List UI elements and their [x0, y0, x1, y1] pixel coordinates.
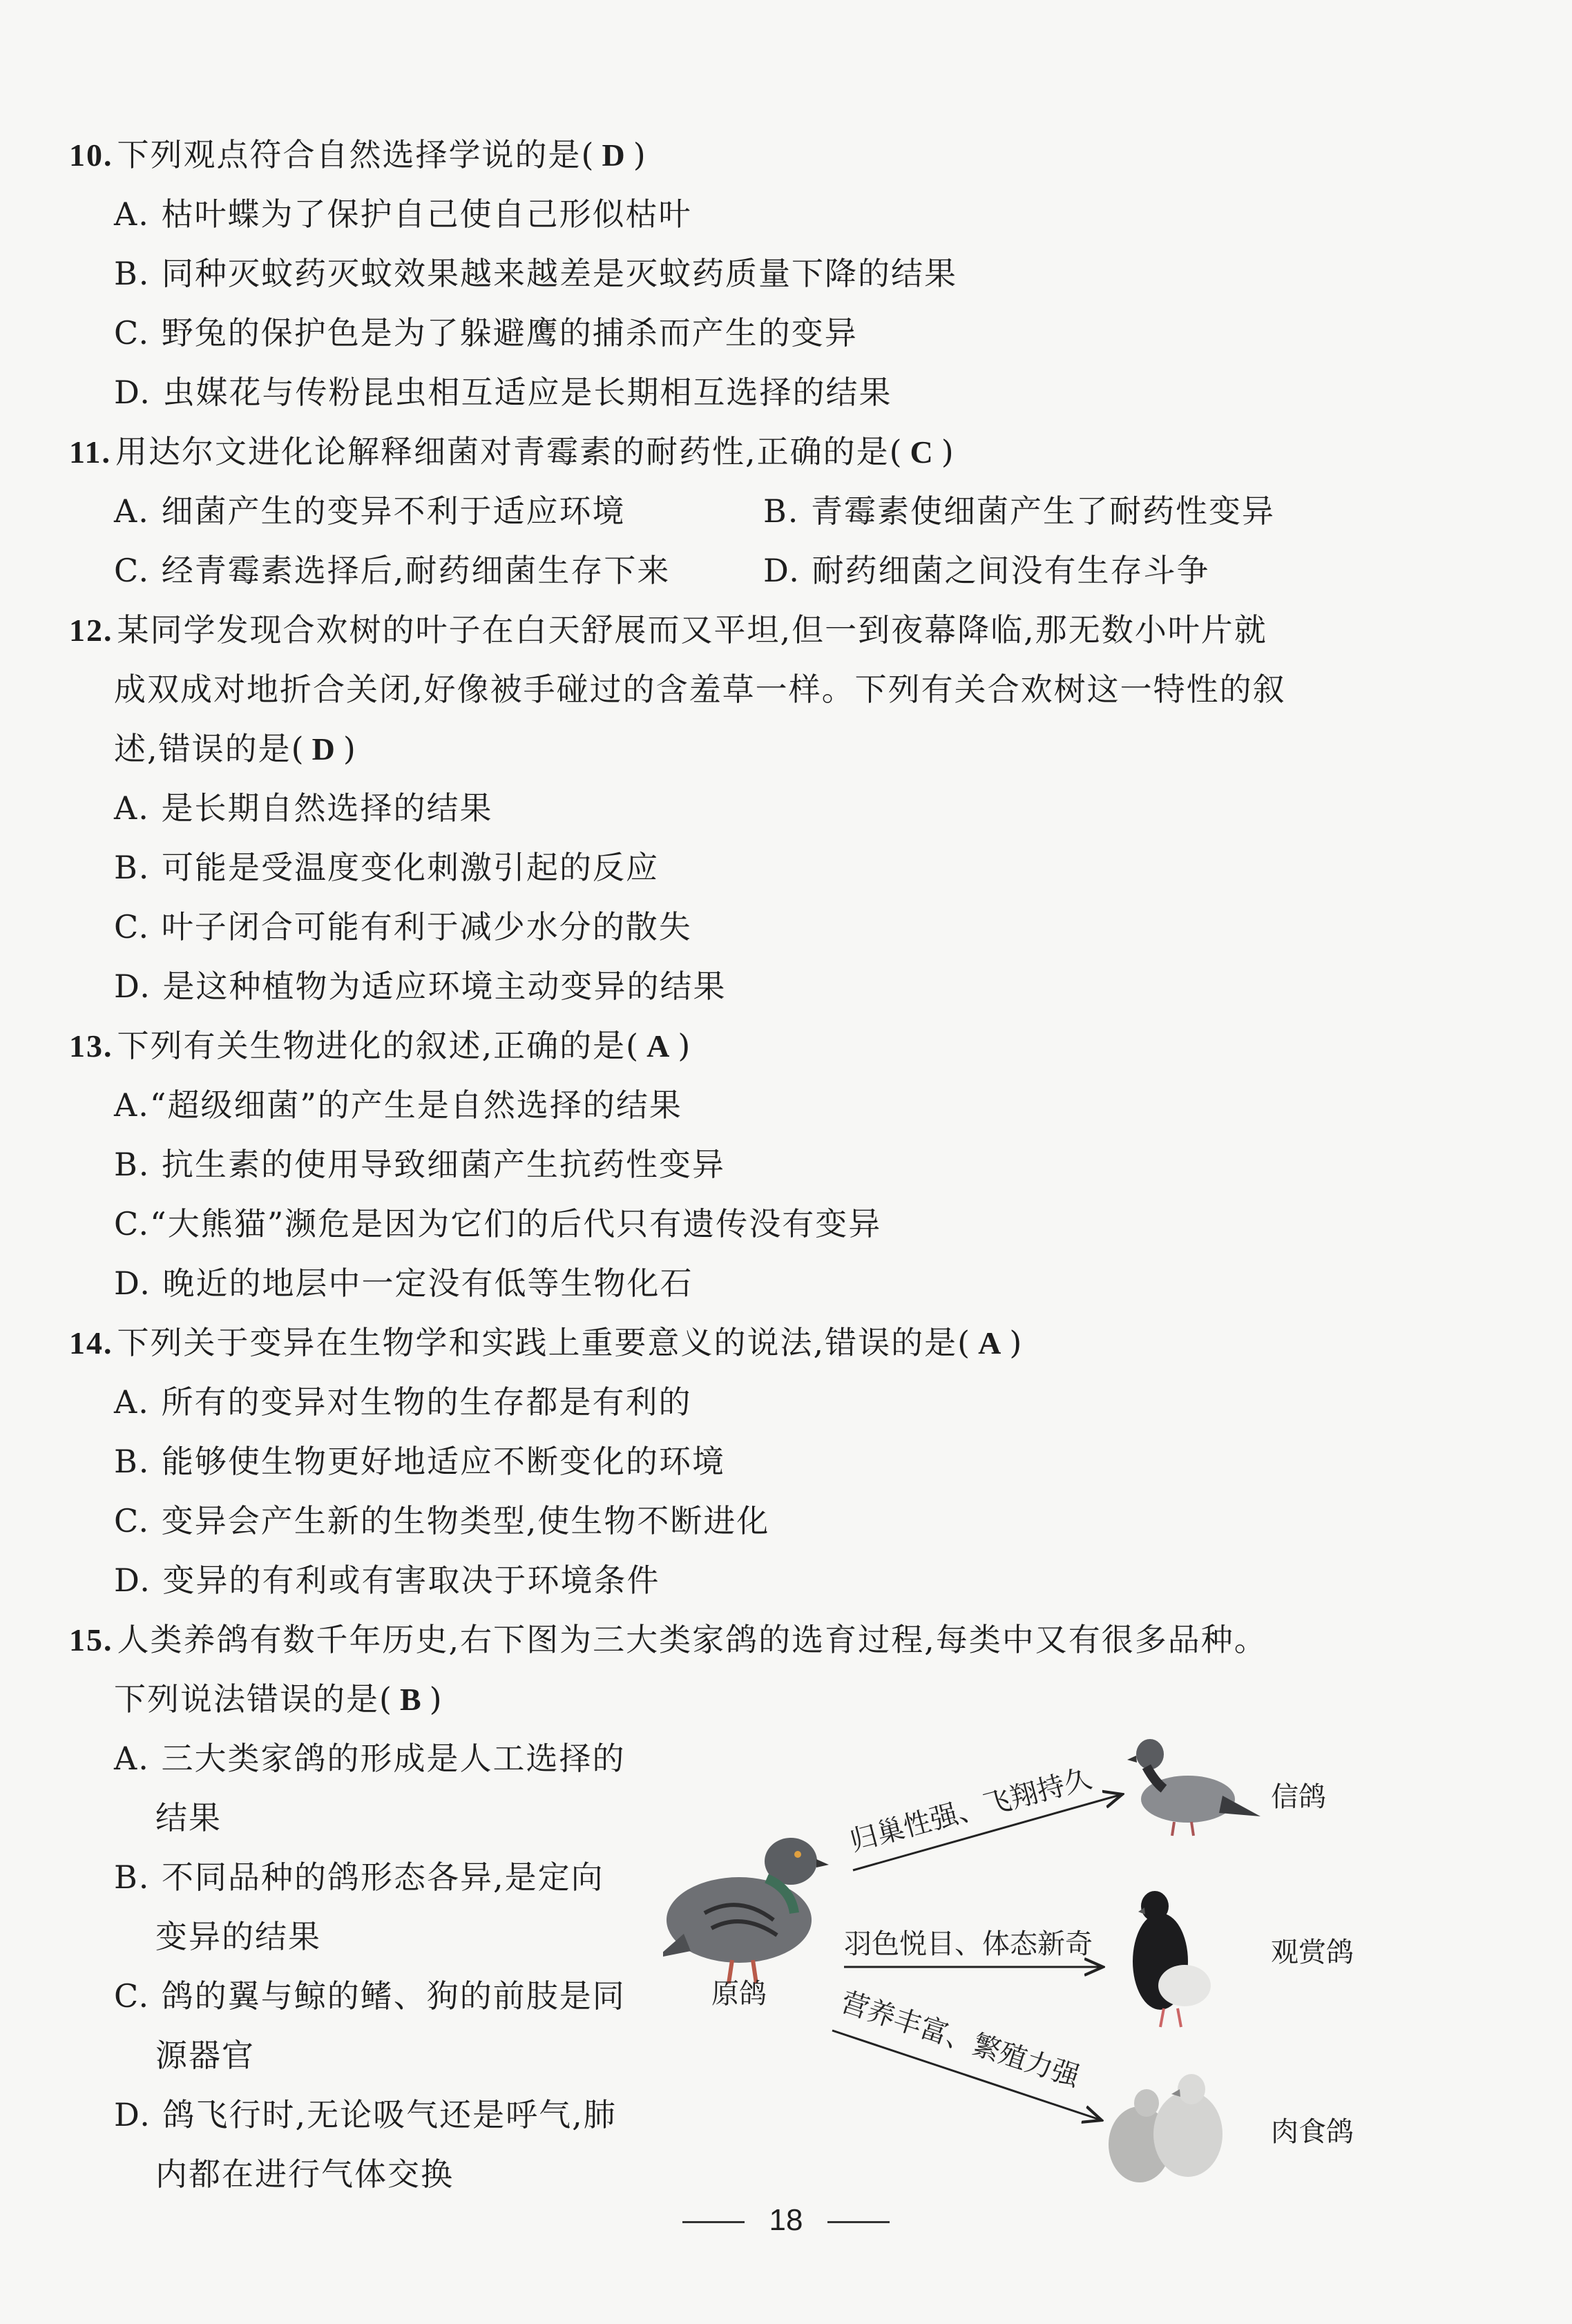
- q12-option-d: D. 是这种植物为适应环境主动变异的结果: [114, 968, 727, 1005]
- answer-mark: D: [311, 731, 336, 767]
- answer-mark: A: [646, 1028, 671, 1064]
- paren-close: ): [941, 433, 955, 470]
- q11-option-b: B. 青霉素使细菌产生了耐药性变异: [763, 492, 1276, 530]
- origin-pigeon-label: 原鸽: [711, 1978, 767, 2010]
- question-12-stem: [69, 608, 1267, 653]
- question-number: 15.: [69, 1622, 113, 1658]
- question-text: 某同学发现合欢树的叶子在白天舒展而又平坦,但一到夜幕降临,那无数小叶片就: [117, 611, 1267, 649]
- answer-mark: B: [399, 1682, 423, 1717]
- page-footer: [0, 2203, 1572, 2238]
- question-number: 12.: [69, 613, 113, 648]
- question-12-stem-line2: 成双成对地折合关闭,好像被手碰过的含羞草一样。下列有关合欢树这一特性的叙: [114, 671, 1286, 708]
- question-text: 下列说法错误的是(: [114, 1680, 393, 1718]
- q15-option-b: B. 不同品种的鸽形态各异,是定向: [114, 1859, 604, 1896]
- question-text: 人类养鸽有数千年历史,右下图为三大类家鸽的选育过程,每类中又有很多品种。: [117, 1621, 1267, 1658]
- paren-close: ): [678, 1027, 692, 1064]
- pigeon-breeding-diagram: [663, 1713, 1423, 2196]
- q15-option-d-cont: 内都在进行气体交换: [155, 2155, 454, 2193]
- fancy-pigeon-icon: [1133, 1891, 1211, 2027]
- q15-option-c-cont: 源器官: [155, 2037, 255, 2074]
- q14-option-b: B. 能够使生物更好地适应不断变化的环境: [114, 1443, 726, 1480]
- arrow-middle-label: 羽色悦目、体态新奇: [844, 1928, 1093, 1960]
- question-11-stem: [69, 430, 955, 474]
- pigeon-breeding-figure: [663, 1713, 1423, 2196]
- q13-option-a: A.“超级细菌”的产生是自然选择的结果: [114, 1086, 682, 1124]
- rock-dove-icon: [663, 1838, 829, 1984]
- q10-option-b: B. 同种灭蚊药灭蚊效果越来越差是灭蚊药质量下降的结果: [114, 255, 958, 292]
- question-number: 13.: [69, 1028, 113, 1064]
- paren-close: ): [429, 1680, 443, 1718]
- q13-option-d: D. 晚近的地层中一定没有低等生物化石: [114, 1265, 693, 1302]
- q11-option-c: C. 经青霉素选择后,耐药细菌生存下来: [114, 552, 671, 589]
- question-14-stem: [69, 1321, 1023, 1365]
- meat-pigeon-label: 肉食鸽: [1271, 2116, 1354, 2148]
- q14-option-d: D. 变异的有利或有害取决于环境条件: [114, 1562, 660, 1599]
- question-text: 述,错误的是(: [114, 730, 305, 767]
- question-number: 10.: [69, 137, 113, 173]
- homing-pigeon-label: 信鸽: [1271, 1781, 1326, 1813]
- answer-mark: A: [978, 1325, 1003, 1361]
- q11-option-d: D. 耐药细菌之间没有生存斗争: [763, 552, 1210, 589]
- q10-option-c: C. 野兔的保护色是为了躲避鹰的捕杀而产生的变异: [114, 314, 858, 352]
- answer-mark: D: [602, 137, 626, 173]
- arrow-top-label: 归巢性强、飞翔持久: [846, 1763, 1095, 1858]
- question-15-stem: [69, 1617, 1267, 1662]
- arrow-bottom-label: 营养丰富、繁殖力强: [836, 1986, 1084, 2093]
- footer-rule-right: [827, 2221, 890, 2223]
- question-10-stem: [69, 133, 647, 177]
- q12-option-b: B. 可能是受温度变化刺激引起的反应: [114, 849, 660, 886]
- q15-option-c: C. 鸽的翼与鲸的鳍、狗的前肢是同: [114, 1977, 626, 2015]
- question-15-stem-line2: [114, 1677, 443, 1722]
- q15-option-a: A. 三大类家鸽的形成是人工选择的: [114, 1740, 626, 1777]
- q14-option-a: A. 所有的变异对生物的生存都是有利的: [114, 1383, 692, 1421]
- q11-option-a: A. 细菌产生的变异不利于适应环境: [114, 492, 626, 530]
- paren-close: ): [633, 136, 647, 173]
- question-12-stem-line3: [114, 727, 357, 771]
- paren-close: ): [343, 730, 357, 767]
- page-number: 18: [769, 2203, 803, 2237]
- answer-mark: C: [910, 434, 934, 470]
- question-text: 下列观点符合自然选择学说的是(: [117, 136, 595, 173]
- paren-close: ): [1009, 1324, 1024, 1361]
- question-text: 用达尔文进化论解释细菌对青霉素的耐药性,正确的是(: [115, 433, 903, 470]
- question-number: 14.: [69, 1325, 113, 1361]
- question-text: 下列关于变异在生物学和实践上重要意义的说法,错误的是(: [117, 1324, 972, 1361]
- q10-option-d: D. 虫媒花与传粉昆虫相互适应是长期相互选择的结果: [114, 374, 892, 411]
- fancy-pigeon-label: 观赏鸽: [1271, 1937, 1354, 1968]
- question-number: 11.: [69, 434, 111, 470]
- q12-option-c: C. 叶子闭合可能有利于减少水分的散失: [114, 908, 692, 945]
- footer-rule-left: [682, 2221, 745, 2223]
- q10-option-a: A. 枯叶蝶为了保护自己使自己形似枯叶: [114, 195, 692, 233]
- meat-pigeon-icon: [1109, 2074, 1223, 2182]
- q13-option-c: C.“大熊猫”濒危是因为它们的后代只有遗传没有变异: [114, 1205, 882, 1242]
- q12-option-a: A. 是长期自然选择的结果: [114, 789, 493, 827]
- q13-option-b: B. 抗生素的使用导致细菌产生抗药性变异: [114, 1146, 726, 1183]
- question-text: 下列有关生物进化的叙述,正确的是(: [117, 1027, 640, 1064]
- q15-option-d: D. 鸽飞行时,无论吸气还是呼气,肺: [114, 2096, 617, 2133]
- q14-option-c: C. 变异会产生新的生物类型,使生物不断进化: [114, 1502, 770, 1539]
- q15-option-b-cont: 变异的结果: [155, 1918, 321, 1955]
- q15-option-a-cont: 结果: [155, 1799, 222, 1836]
- homing-pigeon-icon: [1127, 1739, 1261, 1836]
- question-13-stem: [69, 1024, 691, 1068]
